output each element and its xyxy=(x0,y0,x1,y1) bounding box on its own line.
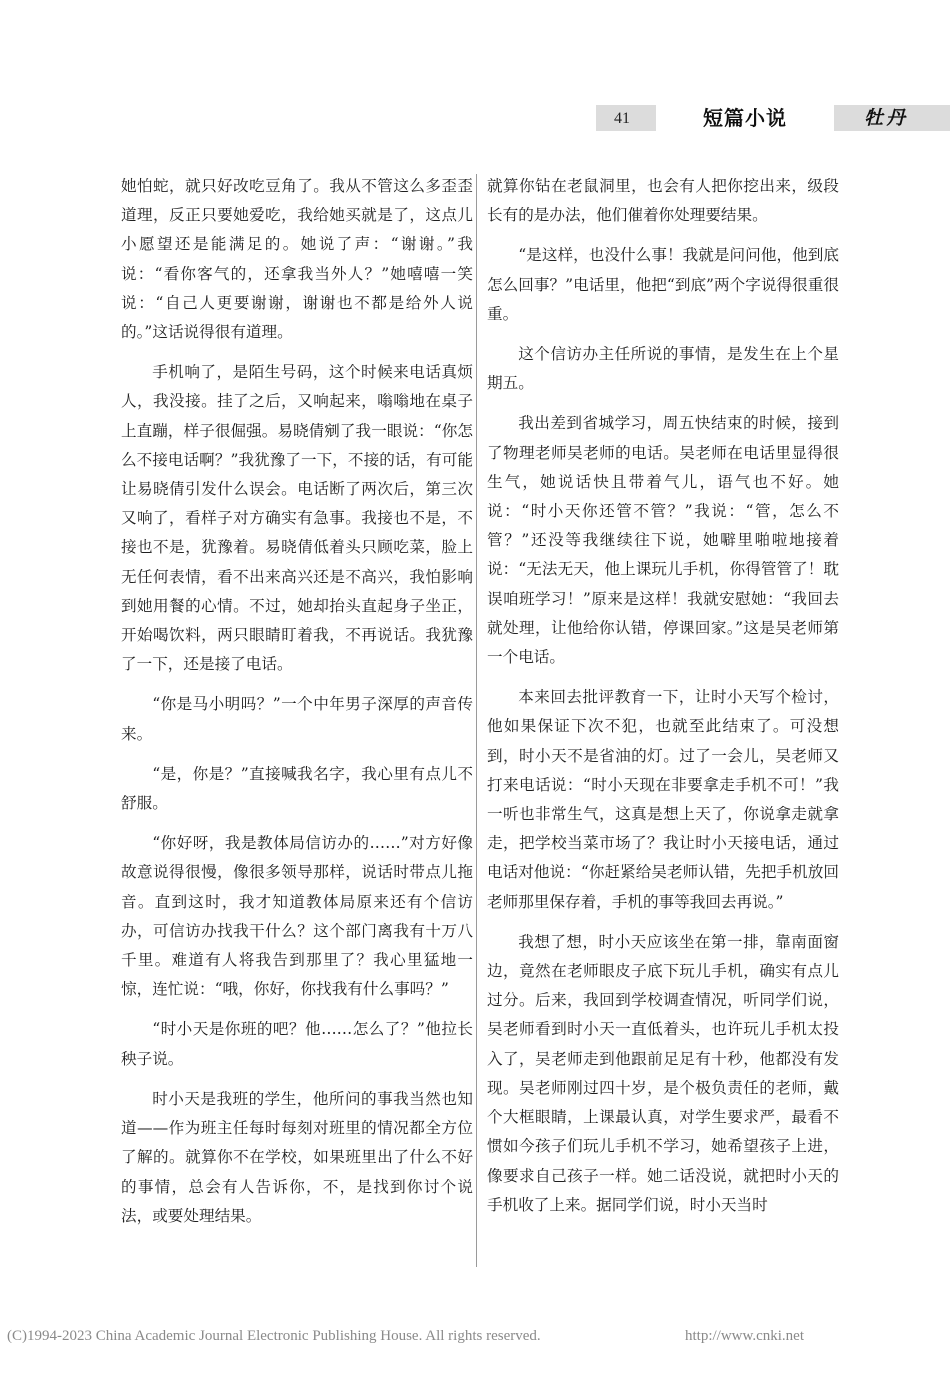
paragraph: 这个信访办主任所说的事情，是发生在上个星期五。 xyxy=(487,345,839,393)
paragraph: “你好呀，我是教体局信访办的……”对方好像故意说得很慢，像很多领导那样，说话时带点儿拖音。直到这时，我才知道教体局原来还有个信访办，可信访办找我干什么？这个部门离我有十万八千里。难道有人将我告到那里了？我心里猛地一惊，连忙说：“哦，你好，你找我有什么事吗？” xyxy=(121,834,473,999)
paragraph: 她怕蛇，就只好改吃豆角了。我从不管这么多歪歪道理，反正只要她爱吃，我给她买就是了，这点儿小愿望还是能满足的。她说了声：“谢谢。”我说：“看你客气的，还拿我当外人？”她嘻嘻一笑说：“自己人更要谢谢，谢谢也不都是给外人说的。”这话说得很有道理。 xyxy=(121,177,473,342)
column-divider xyxy=(476,174,477,1267)
footer-copyright: (C)1994-2023 China Academic Journal Electronic Publishing House. All rights reserved. xyxy=(7,1328,541,1344)
paragraph: 我想了想，时小天应该坐在第一排，靠南面窗边，竟然在老师眼皮子底下玩儿手机，确实有点儿过分。后来，我回到学校调查情况，听同学们说，吴老师看到时小天一直低着头，也许玩儿手机太投入了，吴老师走到他跟前足足有十秒，他都没有发现。吴老师刚过四十岁，是个极负责任的老师，戴个大框眼睛，上课最认真，对学生要求严，最看不惯如今孩子们玩儿手机不学习，她希望孩子上进，像要求自己孩子一样。她二话没说，就把时小天的手机收了上来。据同学们说，时小天当时 xyxy=(487,932,839,1214)
paragraph: “你是马小明吗？”一个中年男子深厚的声音传来。 xyxy=(121,695,473,743)
page-number: 41 xyxy=(614,110,630,127)
magazine-logo: 牡丹 xyxy=(864,107,909,129)
paragraph: 本来回去批评教育一下，让时小天写个检讨，他如果保证下次不犯，也就至此结束了。可没想到，时小天不是省油的灯。过了一会儿，吴老师又打来电话说：“时小天现在非要拿走手机不可！”我一听也非常生气，这真是想上天了，你说拿走就拿走，把学校当菜市场了？我让时小天接电话，通过电话对他说：“你赶紧给吴老师认错，先把手机放回老师那里保存着，手机的事等我回去再说。” xyxy=(487,688,839,911)
paragraph: “是，你是？”直接喊我名字，我心里有点儿不舒服。 xyxy=(121,764,473,813)
paragraph: 手机响了，是陌生号码，这个时候来电话真烦人，我没接。挂了之后，又响起来，嗡嗡地在桌子上直蹦，样子很倔强。易晓倩剜了我一眼说：“你怎么不接电话啊？”我犹豫了一下，不接的话，有可能让易晓倩引发什么误会。电话断了两次后，第三次又响了，看样子对方确实有急事。我接也不是，不接也不是，犹豫着。易晓倩低着头只顾吃菜，脸上无任何表情，看不出来高兴还是不高兴，我怕影响到她用餐的心情。不过，她却抬头直起身子坐正，开始喝饮料，两只眼睛盯着我，不再说话。我犹豫了一下，还是接了电话。 xyxy=(121,363,473,674)
paragraph: 时小天是我班的学生，他所问的事我当然也知道——作为班主任每时每刻对班里的情况都全方位了解的。就算你不在学校，如果班里出了什么不好的事情，总会有人告诉你，不，是找到你讨个说法，或要处理结果。 xyxy=(121,1089,473,1225)
paragraph: 我出差到省城学习，周五快结束的时候，接到了物理老师吴老师的电话。吴老师在电话里显得很生气，她说话快且带着气儿，语气也不好。她说：“时小天你还管不管？”我说：“管，怎么不管？”还没等我继续往下说，她噼里啪啦地接着说：“无法无天，他上课玩儿手机，你得管管了！耽误咱班学习！”原来是这样！我就安慰她：“我回去就处理，让他给你认错，停课回家。”这是吴老师第一个电话。 xyxy=(487,414,839,667)
paragraph: “时小天是你班的吧？他……怎么了？”他拉长秧子说。 xyxy=(121,1020,473,1068)
left-column xyxy=(121,172,473,1242)
right-column xyxy=(487,172,839,1231)
footer-url[interactable]: http://www.cnki.net xyxy=(685,1328,805,1344)
section-title: 短篇小说 xyxy=(656,103,834,133)
footer xyxy=(0,1323,950,1349)
paragraph: 就算你钻在老鼠洞里，也会有人把你挖出来，级段长有的是办法，他们催着你处理要结果。 xyxy=(487,177,839,225)
paragraph: “是这样，也没什么事！我就是问问他，他到底怎么回事？”电话里，他把“到底”两个字说得很重很重。 xyxy=(487,246,839,323)
